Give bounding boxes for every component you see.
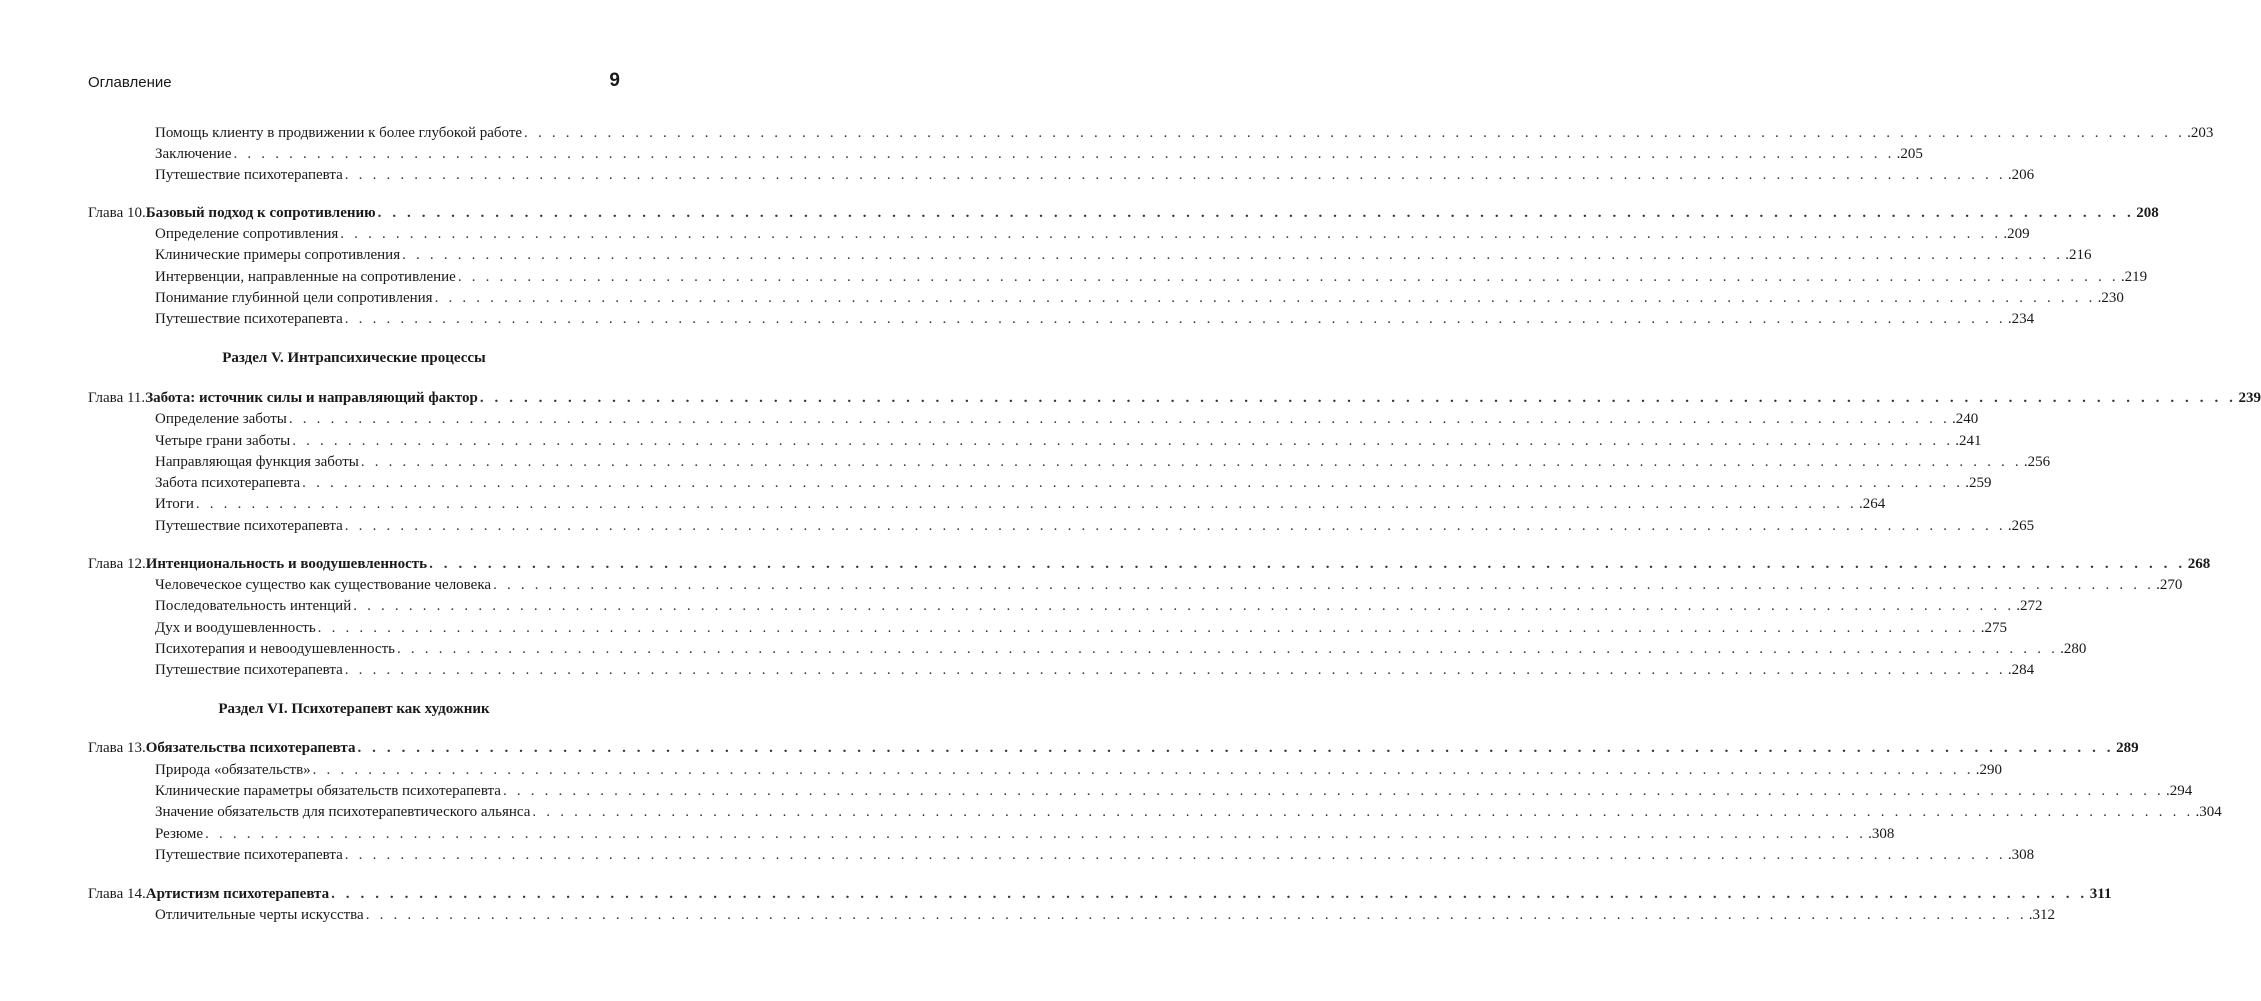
toc-page-number: .206 bbox=[2007, 167, 2035, 183]
dot-leader: . . . . . . . . . . . . . . . . . . . . . . . . . . . . . . . . . . . . . . . . . . . . . . . . . . . . . . . . . . . . . . . . . . . . . . . . . . . . . . . . . . . . . . . . . . . . . . . . . . . . . . . . . . . . . . . . . . . . . . . . bbox=[302, 475, 1964, 491]
subsection-title: Последовательность интенций bbox=[155, 598, 352, 614]
subsection-title: Дух и воодушевленность bbox=[155, 620, 316, 636]
dot-leader: . . . . . . . . . . . . . . . . . . . . . . . . . . . . . . . . . . . . . . . . . . . . . . . . . . . . . . . . . . . . . . . . . . . . . . . . . . . . . . . . . . . . . . . . . . . . . . . . . . . . . . . . . . . . . . . . . . . . . . . . bbox=[502, 783, 2164, 799]
subsection-title: Определение заботы bbox=[155, 411, 287, 427]
chapter-title: Интенциональность и воодушевленность bbox=[145, 556, 428, 572]
dot-leader: . . . . . . . . . . . . . . . . . . . . . . . . . . . . . . . . . . . . . . . . . . . . . . . . . . . . . . . . . . . . . . . . . . . . . . . . . . . . . . . . . . . . . . . . . . . . . . . . . . . . . . . . . . . . . . . . . . . . . . . . bbox=[344, 167, 2006, 183]
toc-subsection-entry[interactable] bbox=[155, 595, 2043, 617]
toc-subsection-entry[interactable] bbox=[155, 143, 1923, 165]
subsection-title: Интервенции, направленные на сопротивление bbox=[155, 269, 456, 285]
toc-subsection-entry[interactable] bbox=[155, 408, 1979, 430]
dot-leader: . . . . . . . . . . . . . . . . . . . . . . . . . . . . . . . . . . . . . . . . . . . . . . . . . . . . . . . . . . . . . . . . . . . . . . . . . . . . . . . . . . . . . . . . . . . . . . . . . . . . . . . . . . . . . . . . . . . . . . . . bbox=[397, 641, 2059, 657]
subsection-title: Резюме bbox=[155, 826, 204, 842]
subsection-title: Отличительные черты искусства bbox=[155, 907, 364, 923]
chapter-title: Забота: источник силы и направляющий фактор bbox=[145, 390, 478, 406]
dot-leader: . . . . . . . . . . . . . . . . . . . . . . . . . . . . . . . . . . . . . . . . . . . . . . . . . . . . . . . . . . . . . . . . . . . . . . . . . . . . . . . . . . . . . . . . . . . . . . . . . . . . . . . . . . . . . . . . . . . . . . . . bbox=[288, 411, 1950, 427]
toc-subsection-entry[interactable] bbox=[155, 638, 2087, 660]
running-head-title: Оглавление bbox=[88, 74, 172, 91]
dot-leader: . . . . . . . . . . . . . . . . . . . . . . . . . . . . . . . . . . . . . . . . . . . . . . . . . . . . . . . . . . . . . . . . . . . . . . . . . . . . . . . . . . . . . . . . . . . . . . . . . . . . . . . . . . . . . . . . . . . . . . . . bbox=[402, 247, 2064, 263]
toc-subsection-entry[interactable] bbox=[155, 451, 2051, 473]
toc-page-number: 268 bbox=[2187, 556, 2211, 572]
toc-subsection-entry[interactable] bbox=[155, 574, 2183, 596]
toc-page-number: .240 bbox=[1951, 411, 1979, 427]
chapter-title: Базовый подход к сопротивлению bbox=[145, 205, 376, 221]
toc-subsection-entry[interactable] bbox=[155, 244, 2092, 266]
toc-page-number: .205 bbox=[1896, 146, 1923, 162]
dot-leader: . . . . . . . . . . . . . . . . . . . . . . . . . . . . . . . . . . . . . . . . . . . . . . . . . . . . . . . . . . . . . . . . . . . . . . . . . . . . . . . . . . . . . . . . . . . . . . . . . . . . . . . . . . . . . . . . . . . . . . . . bbox=[353, 598, 2015, 614]
toc-chapter-entry[interactable] bbox=[88, 202, 2159, 224]
subsection-title: Путешествие психотерапевта bbox=[155, 311, 343, 327]
subsection-title: Итоги bbox=[155, 496, 194, 512]
chapter-label: Глава 12. bbox=[88, 556, 146, 572]
toc-chapter-entry[interactable] bbox=[88, 883, 2112, 905]
dot-leader: . . . . . . . . . . . . . . . . . . . . . . . . . . . . . . . . . . . . . . . . . . . . . . . . . . . . . . . . . . . . . . . . . . . . . . . . . . . . . . . . . . . . . . . . . . . . . . . . . . . . . . . . . . . . . . . . . . . . . . . . bbox=[292, 433, 1954, 449]
toc-page-number: .259 bbox=[1965, 475, 1992, 491]
running-head bbox=[88, 70, 620, 100]
toc-page-number: 311 bbox=[2089, 886, 2112, 902]
toc-page-number: .234 bbox=[2007, 311, 2035, 327]
subsection-title: Клинические параметры обязательств психотерапевта bbox=[155, 783, 501, 799]
dot-leader: . . . . . . . . . . . . . . . . . . . . . . . . . . . . . . . . . . . . . . . . . . . . . . . . . . . . . . . . . . . . . . . . . . . . . . . . . . . . . . . . . . . . . . . . . . . . . . . . . . . . . . . . . . . . . . . . . . . . . . . . bbox=[205, 826, 1867, 842]
subsection-title: Забота психотерапевта bbox=[155, 475, 301, 491]
subsection-title: Четыре грани заботы bbox=[155, 433, 291, 449]
toc-subsection-entry[interactable] bbox=[155, 223, 2030, 245]
toc-page-number: .308 bbox=[1868, 826, 1895, 842]
subsection-title: Определение сопротивления bbox=[155, 226, 339, 242]
dot-leader: . . . . . . . . . . . . . . . . . . . . . . . . . . . . . . . . . . . . . . . . . . . . . . . . . . . . . . . . . . . . . . . . . . . . . . . . . . . . . . . . . . . . . . . . . . . . . . . . . . . . . . . . . . . . . . . . . . . . . . . . bbox=[344, 311, 2006, 327]
subsection-title: Путешествие психотерапевта bbox=[155, 662, 343, 678]
chapter-label: Глава 13. bbox=[88, 740, 146, 756]
subsection-title: Путешествие психотерапевта bbox=[155, 167, 343, 183]
toc-page-number: .265 bbox=[2007, 518, 2035, 534]
subsection-title: Психотерапия и невоодушевленность bbox=[155, 641, 395, 657]
toc-subsection-entry[interactable] bbox=[155, 515, 2035, 537]
toc-subsection-entry[interactable] bbox=[155, 844, 2035, 866]
toc-subsection-entry[interactable] bbox=[155, 287, 2124, 309]
dot-leader: . . . . . . . . . . . . . . . . . . . . . . . . . . . . . . . . . . . . . . . . . . . . . . . . . . . . . . . . . . . . . . . . . . . . . . . . . . . . . . . . . . . . . . . . . . . . . . . . . . . . . . . . . . . . . . . . . . . . . . . . bbox=[233, 146, 1895, 162]
toc-subsection-entry[interactable] bbox=[155, 823, 1895, 845]
dot-leader: . . . . . . . . . . . . . . . . . . . . . . . . . . . . . . . . . . . . . . . . . . . . . . . . . . . . . . . . . . . . . . . . . . . . . . . . . . . . . . . . . . . . . . . . . . . . . . . . . . . . . . . . . . . . . . . . . . . . . . . . bbox=[457, 269, 2119, 285]
dot-leader: . . . . . . . . . . . . . . . . . . . . . . . . . . . . . . . . . . . . . . . . . . . . . . . . . . . . . . . . . . . . . . . . . . . . . . . . . . . . . . . . . . . . . . . . . . . . . . . . . . . . . . . . . . . . . . . . . . . . . . . . bbox=[434, 290, 2096, 306]
toc-page-number: 289 bbox=[2116, 740, 2139, 756]
toc-subsection-entry[interactable] bbox=[155, 759, 2002, 781]
toc-subsection-entry[interactable] bbox=[155, 617, 2007, 639]
section-heading: Раздел VI. Психотерапевт как художник bbox=[218, 701, 490, 717]
subsection-title: Природа «обязательств» bbox=[155, 762, 311, 778]
chapter-title: Артистизм психотерапевта bbox=[145, 886, 330, 902]
toc-chapter-entry[interactable] bbox=[88, 553, 2211, 575]
chapter-label: Глава 11. bbox=[88, 390, 146, 406]
toc-chapter-entry[interactable] bbox=[88, 737, 2139, 759]
toc-page-number: .264 bbox=[1858, 496, 1886, 512]
toc-subsection-entry[interactable] bbox=[155, 472, 1992, 494]
chapter-label: Глава 10. bbox=[88, 205, 146, 221]
dot-leader: . . . . . . . . . . . . . . . . . . . . . . . . . . . . . . . . . . . . . . . . . . . . . . . . . . . . . . . . . . . . . . . . . . . . . . . . . . . . . . . . . . . . . . . . . . . . . . . . . . . . . . . . . . . . . . . . . . . . . . . . bbox=[331, 886, 2088, 902]
toc-page-number: .280 bbox=[2060, 641, 2087, 657]
toc-page-number: .216 bbox=[2065, 247, 2092, 263]
subsection-title: Человеческое существо как существование человека bbox=[155, 577, 492, 593]
toc-subsection-entry[interactable] bbox=[155, 659, 2035, 681]
toc-subsection-entry[interactable] bbox=[155, 430, 1982, 452]
dot-leader: . . . . . . . . . . . . . . . . . . . . . . . . . . . . . . . . . . . . . . . . . . . . . . . . . . . . . . . . . . . . . . . . . . . . . . . . . . . . . . . . . . . . . . . . . . . . . . . . . . . . . . . . . . . . . . . . . . . . . . . . bbox=[340, 226, 2002, 242]
dot-leader: . . . . . . . . . . . . . . . . . . . . . . . . . . . . . . . . . . . . . . . . . . . . . . . . . . . . . . . . . . . . . . . . . . . . . . . . . . . . . . . . . . . . . . . . . . . . . . . . . . . . . . . . . . . . . . . . . . . . . . . . bbox=[344, 518, 2006, 534]
toc-page-number: .290 bbox=[1975, 762, 2002, 778]
toc-subsection-entry[interactable] bbox=[155, 164, 2035, 186]
toc-page-number: 208 bbox=[2136, 205, 2159, 221]
toc-chapter-entry[interactable] bbox=[88, 387, 2261, 409]
dot-leader: . . . . . . . . . . . . . . . . . . . . . . . . . . . . . . . . . . . . . . . . . . . . . . . . . . . . . . . . . . . . . . . . . . . . . . . . . . . . . . . . . . . . . . . . . . . . . . . . . . . . . . . . . . . . . . . . . . . . . . . . bbox=[377, 205, 2135, 221]
toc-page-number: .284 bbox=[2007, 662, 2035, 678]
toc-page-number: .308 bbox=[2007, 847, 2035, 863]
dot-leader: . . . . . . . . . . . . . . . . . . . . . . . . . . . . . . . . . . . . . . . . . . . . . . . . . . . . . . . . . . . . . . . . . . . . . . . . . . . . . . . . . . . . . . . . . . . . . . . . . . . . . . . . . . . . . . . . . . . . . . . . bbox=[493, 577, 2155, 593]
page-number: 9 bbox=[609, 70, 620, 91]
toc-page-number: .241 bbox=[1955, 433, 1982, 449]
section-heading: Раздел V. Интрапсихические процессы bbox=[222, 350, 486, 366]
dot-leader: . . . . . . . . . . . . . . . . . . . . . . . . . . . . . . . . . . . . . . . . . . . . . . . . . . . . . . . . . . . . . . . . . . . . . . . . . . . . . . . . . . . . . . . . . . . . . . . . . . . . . . . . . . . . . . . . . . . . . . . . bbox=[195, 496, 1857, 512]
toc-page-number: .209 bbox=[2003, 226, 2030, 242]
dot-leader: . . . . . . . . . . . . . . . . . . . . . . . . . . . . . . . . . . . . . . . . . . . . . . . . . . . . . . . . . . . . . . . . . . . . . . . . . . . . . . . . . . . . . . . . . . . . . . . . . . . . . . . . . . . . . . . . . . . . . . . . bbox=[312, 762, 1974, 778]
dot-leader: . . . . . . . . . . . . . . . . . . . . . . . . . . . . . . . . . . . . . . . . . . . . . . . . . . . . . . . . . . . . . . . . . . . . . . . . . . . . . . . . . . . . . . . . . . . . . . . . . . . . . . . . . . . . . . . . . . . . . . . . bbox=[524, 125, 2186, 141]
dot-leader: . . . . . . . . . . . . . . . . . . . . . . . . . . . . . . . . . . . . . . . . . . . . . . . . . . . . . . . . . . . . . . . . . . . . . . . . . . . . . . . . . . . . . . . . . . . . . . . . . . . . . . . . . . . . . . . . . . . . . . . . bbox=[344, 847, 2006, 863]
subsection-title: Клинические примеры сопротивления bbox=[155, 247, 401, 263]
toc-subsection-entry[interactable] bbox=[155, 493, 1886, 515]
dot-leader: . . . . . . . . . . . . . . . . . . . . . . . . . . . . . . . . . . . . . . . . . . . . . . . . . . . . . . . . . . . . . . . . . . . . . . . . . . . . . . . . . . . . . . . . . . . . . . . . . . . . . . . . . . . . . . . . . . . . . . . . bbox=[429, 556, 2186, 572]
toc-page-number: .294 bbox=[2166, 783, 2193, 799]
toc-subsection-entry[interactable] bbox=[155, 780, 2193, 802]
dot-leader: . . . . . . . . . . . . . . . . . . . . . . . . . . . . . . . . . . . . . . . . . . . . . . . . . . . . . . . . . . . . . . . . . . . . . . . . . . . . . . . . . . . . . . . . . . . . . . . . . . . . . . . . . . . . . . . . . . . . . . . . bbox=[317, 620, 1979, 636]
subsection-title: Путешествие психотерапевта bbox=[155, 518, 343, 534]
subsection-title: Понимание глубинной цели сопротивления bbox=[155, 290, 433, 306]
subsection-title: Помощь клиенту в продвижении к более глубокой работе bbox=[155, 125, 523, 141]
toc-page-number: .275 bbox=[1980, 620, 2007, 636]
toc-page-number: .272 bbox=[2016, 598, 2043, 614]
toc-page-number: .203 bbox=[2187, 125, 2214, 141]
dot-leader: . . . . . . . . . . . . . . . . . . . . . . . . . . . . . . . . . . . . . . . . . . . . . . . . . . . . . . . . . . . . . . . . . . . . . . . . . . . . . . . . . . . . . . . . . . . . . . . . . . . . . . . . . . . . . . . . . . . . . . . . bbox=[365, 907, 2027, 923]
dot-leader: . . . . . . . . . . . . . . . . . . . . . . . . . . . . . . . . . . . . . . . . . . . . . . . . . . . . . . . . . . . . . . . . . . . . . . . . . . . . . . . . . . . . . . . . . . . . . . . . . . . . . . . . . . . . . . . . . . . . . . . . bbox=[357, 740, 2115, 756]
toc-page-number: .304 bbox=[2195, 804, 2222, 820]
chapter-label: Глава 14. bbox=[88, 886, 146, 902]
toc-page-number: .219 bbox=[2120, 269, 2148, 285]
toc-page-number: .270 bbox=[2156, 577, 2183, 593]
subsection-title: Направляющая функция заботы bbox=[155, 454, 359, 470]
toc-subsection-entry[interactable] bbox=[155, 308, 2035, 330]
subsection-title: Заключение bbox=[155, 146, 232, 162]
toc-subsection-entry[interactable] bbox=[155, 904, 2056, 926]
toc-page-number: 239 bbox=[2238, 390, 2261, 406]
subsection-title: Путешествие психотерапевта bbox=[155, 847, 343, 863]
toc-subsection-entry[interactable] bbox=[155, 122, 2214, 144]
toc-subsection-entry[interactable] bbox=[155, 801, 2222, 823]
dot-leader: . . . . . . . . . . . . . . . . . . . . . . . . . . . . . . . . . . . . . . . . . . . . . . . . . . . . . . . . . . . . . . . . . . . . . . . . . . . . . . . . . . . . . . . . . . . . . . . . . . . . . . . . . . . . . . . . . . . . . . . . bbox=[532, 804, 2194, 820]
toc-page-number: .256 bbox=[2023, 454, 2051, 470]
toc-subsection-entry[interactable] bbox=[155, 266, 2148, 288]
toc-page-number: .230 bbox=[2097, 290, 2124, 306]
dot-leader: . . . . . . . . . . . . . . . . . . . . . . . . . . . . . . . . . . . . . . . . . . . . . . . . . . . . . . . . . . . . . . . . . . . . . . . . . . . . . . . . . . . . . . . . . . . . . . . . . . . . . . . . . . . . . . . . . . . . . . . . bbox=[479, 390, 2237, 406]
toc-page-number: .312 bbox=[2028, 907, 2056, 923]
subsection-title: Значение обязательств для психотерапевтического альянса bbox=[155, 804, 531, 820]
dot-leader: . . . . . . . . . . . . . . . . . . . . . . . . . . . . . . . . . . . . . . . . . . . . . . . . . . . . . . . . . . . . . . . . . . . . . . . . . . . . . . . . . . . . . . . . . . . . . . . . . . . . . . . . . . . . . . . . . . . . . . . . bbox=[344, 662, 2006, 678]
dot-leader: . . . . . . . . . . . . . . . . . . . . . . . . . . . . . . . . . . . . . . . . . . . . . . . . . . . . . . . . . . . . . . . . . . . . . . . . . . . . . . . . . . . . . . . . . . . . . . . . . . . . . . . . . . . . . . . . . . . . . . . . bbox=[360, 454, 2022, 470]
chapter-title: Обязательства психотерапевта bbox=[145, 740, 356, 756]
